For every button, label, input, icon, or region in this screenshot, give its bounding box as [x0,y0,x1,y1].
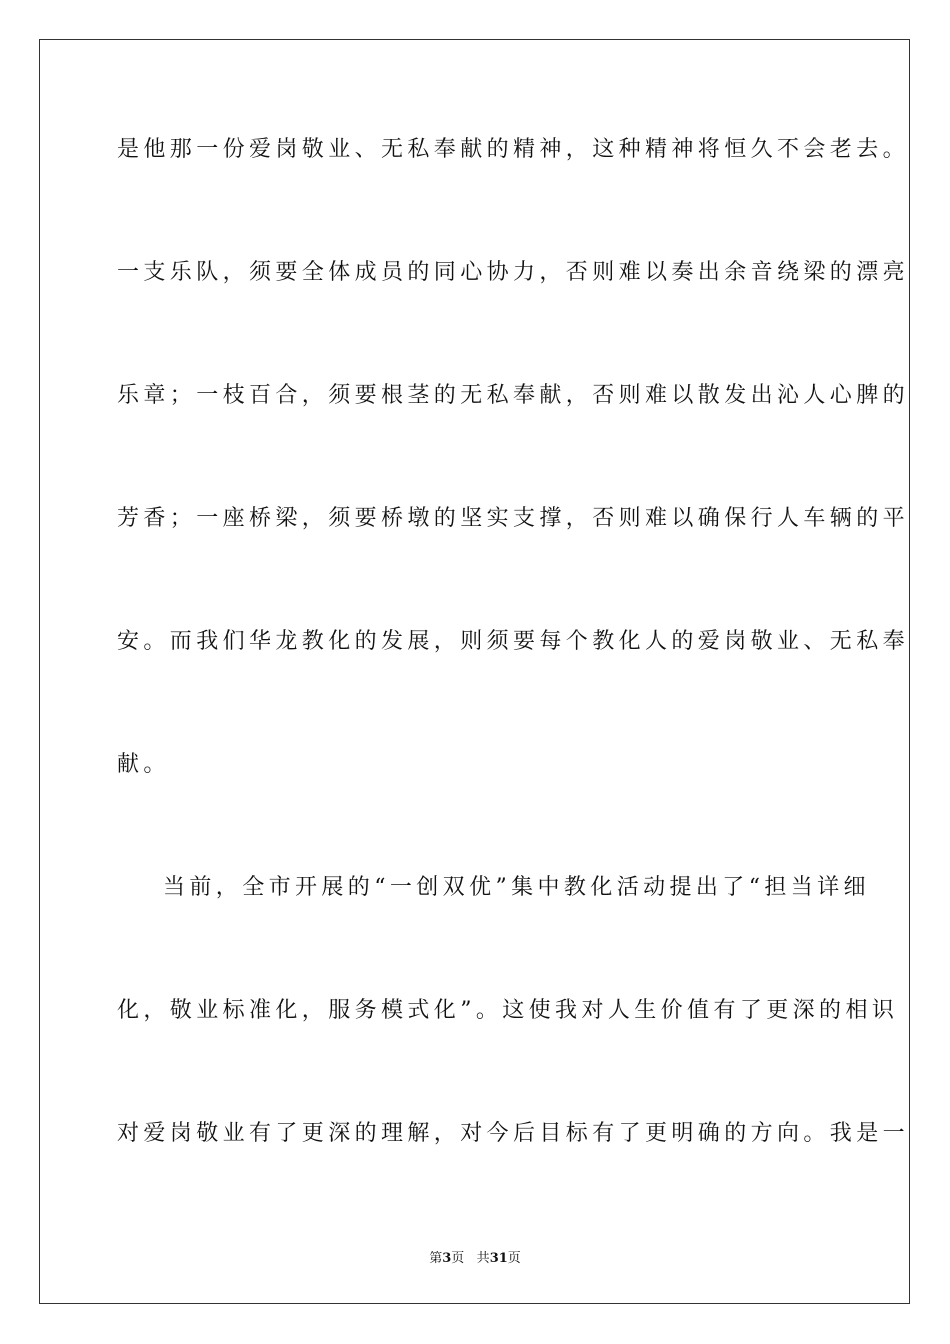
body-text-line-5: 安。而我们华龙教化的发展，则须要每个教化人的爱岗敬业、无私奉 [117,629,910,654]
body-text-line-2: 一支乐队，须要全体成员的同心协力，否则难以奏出余音绕梁的漂亮 [117,260,910,285]
page-prefix: 第 [429,1251,443,1266]
body-text-line-8: 化，敬业标准化，服务模式化”。这使我对人生价值有了更深的相识 [117,998,899,1023]
total-suffix: 页 [507,1251,521,1266]
page-suffix: 页 [451,1251,465,1266]
total-pages: 31 [489,1251,508,1266]
body-text-line-4: 芳香；一座桥梁，须要桥墩的坚实支撑，否则难以确保行人车辆的平 [117,506,910,531]
page-number: 3 [442,1251,452,1266]
body-text-line-1: 是他那一份爱岗敬业、无私奉献的精神，这种精神将恒久不会老去。 [117,137,910,162]
body-text-line-6: 献。 [117,752,170,777]
body-text-line-9: 对爱岗敬业有了更深的理解，对今后目标有了更明确的方向。我是一 [117,1121,910,1146]
total-prefix: 共 [476,1251,490,1266]
page-border [39,39,910,1304]
body-text-line-7: 当前，全市开展的“一创双优”集中教化活动提出了“担当详细 [163,875,870,900]
page-footer [0,1247,950,1266]
body-text-line-3: 乐章；一枝百合，须要根茎的无私奉献，否则难以散发出沁人心脾的 [117,383,910,408]
